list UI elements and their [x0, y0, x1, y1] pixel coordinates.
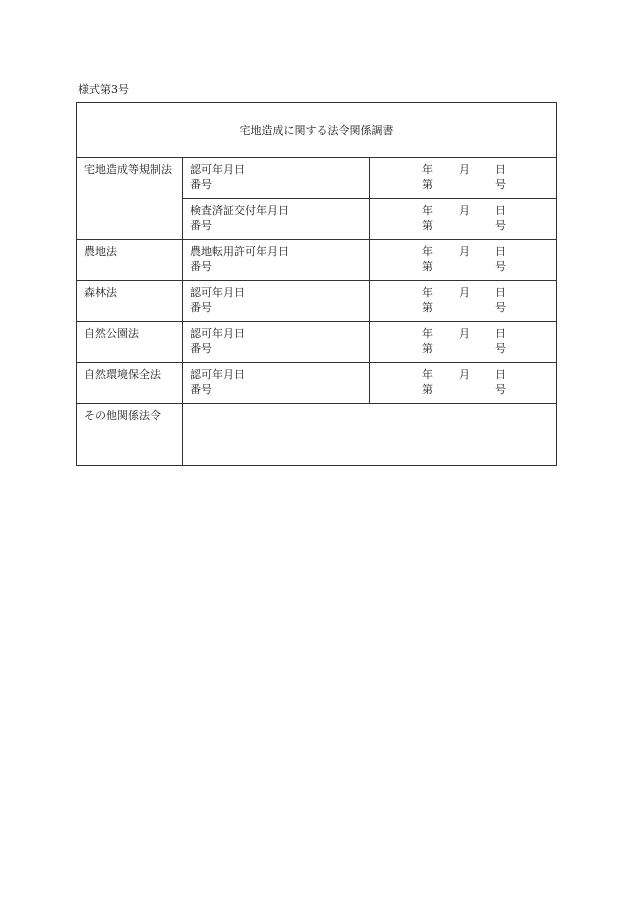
- date-line: [370, 285, 556, 300]
- number-label: 番号: [190, 342, 212, 355]
- legal-survey-table: [76, 102, 557, 466]
- title-row: [77, 103, 557, 158]
- item-labels: [183, 322, 370, 363]
- number-suffix: 号: [495, 219, 506, 232]
- item-labels: [183, 199, 370, 240]
- number-label: 番号: [190, 260, 212, 273]
- date-label: 認可年月日: [190, 327, 245, 340]
- document-title: 宅地造成に関する法令関係調書: [77, 103, 557, 158]
- month-label: 月: [459, 286, 470, 299]
- year-label: 年: [422, 327, 433, 340]
- number-line: [370, 177, 556, 192]
- law-name: 農地法: [77, 240, 183, 281]
- number-line: [370, 218, 556, 233]
- number-prefix: 第: [422, 301, 433, 314]
- number-label: 番号: [190, 219, 212, 232]
- number-prefix: 第: [422, 178, 433, 191]
- number-prefix: 第: [422, 383, 433, 396]
- law-row: [77, 281, 557, 322]
- other-law-field[interactable]: [183, 404, 557, 466]
- date-label: 農地転用許可年月日: [190, 245, 289, 258]
- year-label: 年: [422, 204, 433, 217]
- number-suffix: 号: [495, 260, 506, 273]
- law-row: [77, 363, 557, 404]
- number-prefix: 第: [422, 342, 433, 355]
- number-line: [370, 382, 556, 397]
- law-row: [77, 322, 557, 363]
- number-line: [370, 341, 556, 356]
- date-label: 認可年月日: [190, 286, 245, 299]
- number-suffix: 号: [495, 301, 506, 314]
- date-number-field[interactable]: [370, 199, 557, 240]
- day-label: 日: [495, 368, 506, 381]
- number-line: [370, 300, 556, 315]
- law-row: [77, 158, 557, 199]
- number-line: [370, 259, 556, 274]
- number-label: 番号: [190, 301, 212, 314]
- law-row: [77, 240, 557, 281]
- month-label: 月: [459, 368, 470, 381]
- number-label: 番号: [190, 178, 212, 191]
- year-label: 年: [422, 245, 433, 258]
- day-label: 日: [495, 327, 506, 340]
- law-name: 自然公園法: [77, 322, 183, 363]
- date-label: 認可年月日: [190, 368, 245, 381]
- month-label: 月: [459, 163, 470, 176]
- year-label: 年: [422, 368, 433, 381]
- day-label: 日: [495, 163, 506, 176]
- day-label: 日: [495, 286, 506, 299]
- law-name: 森林法: [77, 281, 183, 322]
- year-label: 年: [422, 286, 433, 299]
- month-label: 月: [459, 327, 470, 340]
- item-labels: [183, 158, 370, 199]
- date-line: [370, 162, 556, 177]
- number-suffix: 号: [495, 178, 506, 191]
- item-labels: [183, 281, 370, 322]
- form-number: 様式第3号: [78, 83, 129, 96]
- date-line: [370, 326, 556, 341]
- date-label: 検査済証交付年月日: [190, 204, 289, 217]
- number-suffix: 号: [495, 383, 506, 396]
- date-number-field[interactable]: [370, 363, 557, 404]
- number-label: 番号: [190, 383, 212, 396]
- date-number-field[interactable]: [370, 281, 557, 322]
- item-labels: [183, 240, 370, 281]
- day-label: 日: [495, 245, 506, 258]
- date-label: 認可年月日: [190, 163, 245, 176]
- date-number-field[interactable]: [370, 240, 557, 281]
- other-law-row: [77, 404, 557, 466]
- item-labels: [183, 363, 370, 404]
- law-name: 宅地造成等規制法: [77, 158, 183, 240]
- date-number-field[interactable]: [370, 322, 557, 363]
- month-label: 月: [459, 204, 470, 217]
- day-label: 日: [495, 204, 506, 217]
- law-name: 自然環境保全法: [77, 363, 183, 404]
- number-suffix: 号: [495, 342, 506, 355]
- date-line: [370, 203, 556, 218]
- month-label: 月: [459, 245, 470, 258]
- number-prefix: 第: [422, 219, 433, 232]
- date-line: [370, 367, 556, 382]
- year-label: 年: [422, 163, 433, 176]
- date-number-field[interactable]: [370, 158, 557, 199]
- number-prefix: 第: [422, 260, 433, 273]
- date-line: [370, 244, 556, 259]
- other-law-name: その他関係法令: [77, 404, 183, 466]
